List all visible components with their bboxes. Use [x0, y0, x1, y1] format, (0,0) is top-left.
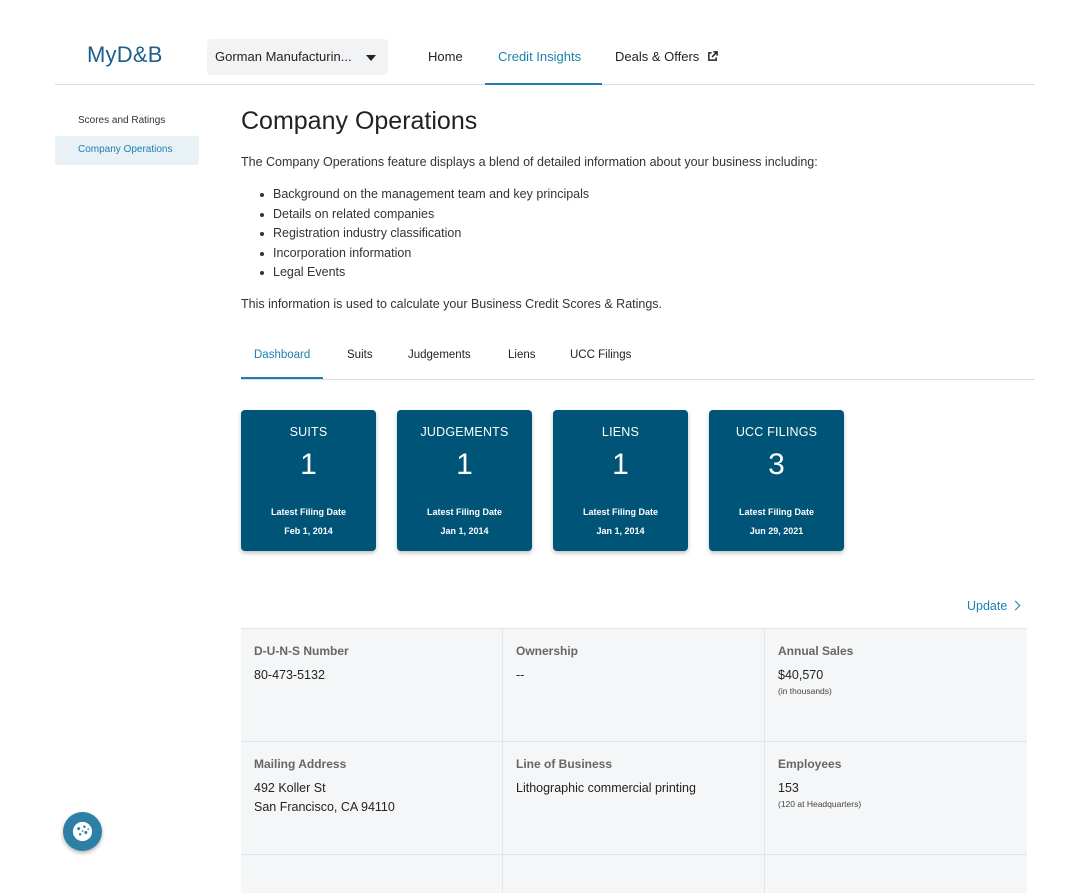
intro-text: The Company Operations feature displays a blend of detailed information about your business including: — [241, 155, 818, 169]
card-count: 3 — [768, 448, 785, 481]
ownership-value: -- — [516, 668, 525, 682]
tab-suits[interactable]: Suits — [347, 349, 373, 361]
card-date-label: Latest Filing Date — [738, 507, 814, 517]
card-date-label: Latest Filing Date — [270, 507, 346, 517]
sidebar-item-label: Scores and Ratings — [78, 115, 166, 126]
ownership-cell — [503, 629, 765, 742]
mailing-address-line1: 492 Koller St — [254, 781, 326, 795]
card-title: UCC FILINGS — [735, 425, 818, 439]
line-of-business-value: Lithographic commercial printing — [516, 781, 696, 795]
list-item: Details on related companies — [259, 207, 589, 227]
nav-credit-insights[interactable]: Credit Insights — [498, 49, 582, 64]
card-title: JUDGEMENTS — [420, 425, 509, 439]
sidebar-item-company-operations[interactable] — [55, 136, 199, 165]
tab-judgements[interactable]: Judgements — [408, 349, 471, 361]
update-link[interactable] — [967, 599, 1019, 613]
cookie-icon — [71, 820, 94, 843]
nav-active-indicator — [485, 83, 602, 85]
outro-text: This information is used to calculate your Business Credit Scores & Ratings. — [241, 297, 663, 311]
list-item: Incorporation information — [259, 246, 589, 266]
ownership-label: Ownership — [516, 644, 579, 658]
operations-tabs — [241, 341, 1035, 380]
card-count: 1 — [456, 448, 473, 481]
duns-label: D-U-N-S Number — [254, 644, 349, 658]
external-link-icon — [707, 51, 718, 62]
card-date-label: Latest Filing Date — [426, 507, 502, 517]
info-cell-empty — [503, 855, 765, 893]
card-title: LIENS — [601, 425, 640, 439]
page-title: Company Operations — [241, 107, 478, 135]
chevron-down-icon — [366, 55, 376, 61]
employees-label: Employees — [778, 757, 842, 771]
annual-sales-label: Annual Sales — [778, 644, 854, 658]
employees-cell — [765, 742, 1027, 855]
company-select[interactable] — [207, 39, 388, 75]
nav-home[interactable]: Home — [428, 49, 463, 64]
nav-deals-offers[interactable] — [615, 49, 718, 64]
top-navigation — [55, 28, 1035, 85]
duns-value: 80-473-5132 — [254, 668, 325, 682]
card-title: SUITS — [289, 425, 328, 439]
sidebar-item-scores-and-ratings[interactable] — [55, 107, 199, 136]
info-cell-empty — [765, 855, 1027, 893]
mailing-address-label: Mailing Address — [254, 757, 347, 771]
list-item: Registration industry classification — [259, 226, 589, 246]
ucc-filings-card[interactable] — [709, 410, 844, 551]
tab-active-indicator — [241, 377, 323, 379]
company-select-label: Gorman Manufacturin... — [215, 49, 352, 64]
line-of-business-label: Line of Business — [516, 757, 613, 771]
sidebar-item-label: Company Operations — [78, 144, 173, 155]
tab-liens[interactable]: Liens — [508, 349, 536, 361]
nav-deals-offers-label: Deals & Offers — [615, 49, 700, 64]
annual-sales-value: $40,570 — [778, 668, 824, 682]
employees-value: 153 — [778, 781, 799, 795]
liens-card[interactable] — [553, 410, 688, 551]
card-count: 1 — [300, 448, 317, 481]
company-info-grid — [241, 628, 1027, 893]
chevron-right-icon — [1011, 601, 1021, 611]
card-date: Jan 1, 2014 — [440, 526, 489, 536]
judgements-card[interactable] — [397, 410, 532, 551]
list-item: Legal Events — [259, 265, 589, 285]
logo[interactable]: MyD&B — [87, 42, 163, 67]
tab-dashboard[interactable]: Dashboard — [254, 349, 311, 361]
employees-note: (120 at Headquarters) — [778, 799, 862, 809]
card-count: 1 — [612, 448, 629, 481]
duns-cell — [241, 629, 503, 742]
card-date: Jun 29, 2021 — [749, 526, 804, 536]
card-date-label: Latest Filing Date — [582, 507, 658, 517]
info-cell-empty — [241, 855, 503, 893]
suits-card[interactable] — [241, 410, 376, 551]
tab-ucc-filings[interactable]: UCC Filings — [570, 349, 632, 361]
update-link-label: Update — [967, 599, 1008, 613]
cookie-settings-button[interactable] — [63, 812, 102, 851]
line-of-business-cell — [503, 742, 765, 855]
annual-sales-note: (in thousands) — [778, 686, 832, 696]
mailing-address-line2: San Francisco, CA 94110 — [254, 800, 395, 814]
feature-list — [259, 187, 589, 285]
list-item: Background on the management team and key principals — [259, 187, 589, 207]
mailing-address-cell — [241, 742, 503, 855]
annual-sales-cell — [765, 629, 1027, 742]
card-date: Jan 1, 2014 — [596, 526, 645, 536]
card-date: Feb 1, 2014 — [284, 526, 333, 536]
